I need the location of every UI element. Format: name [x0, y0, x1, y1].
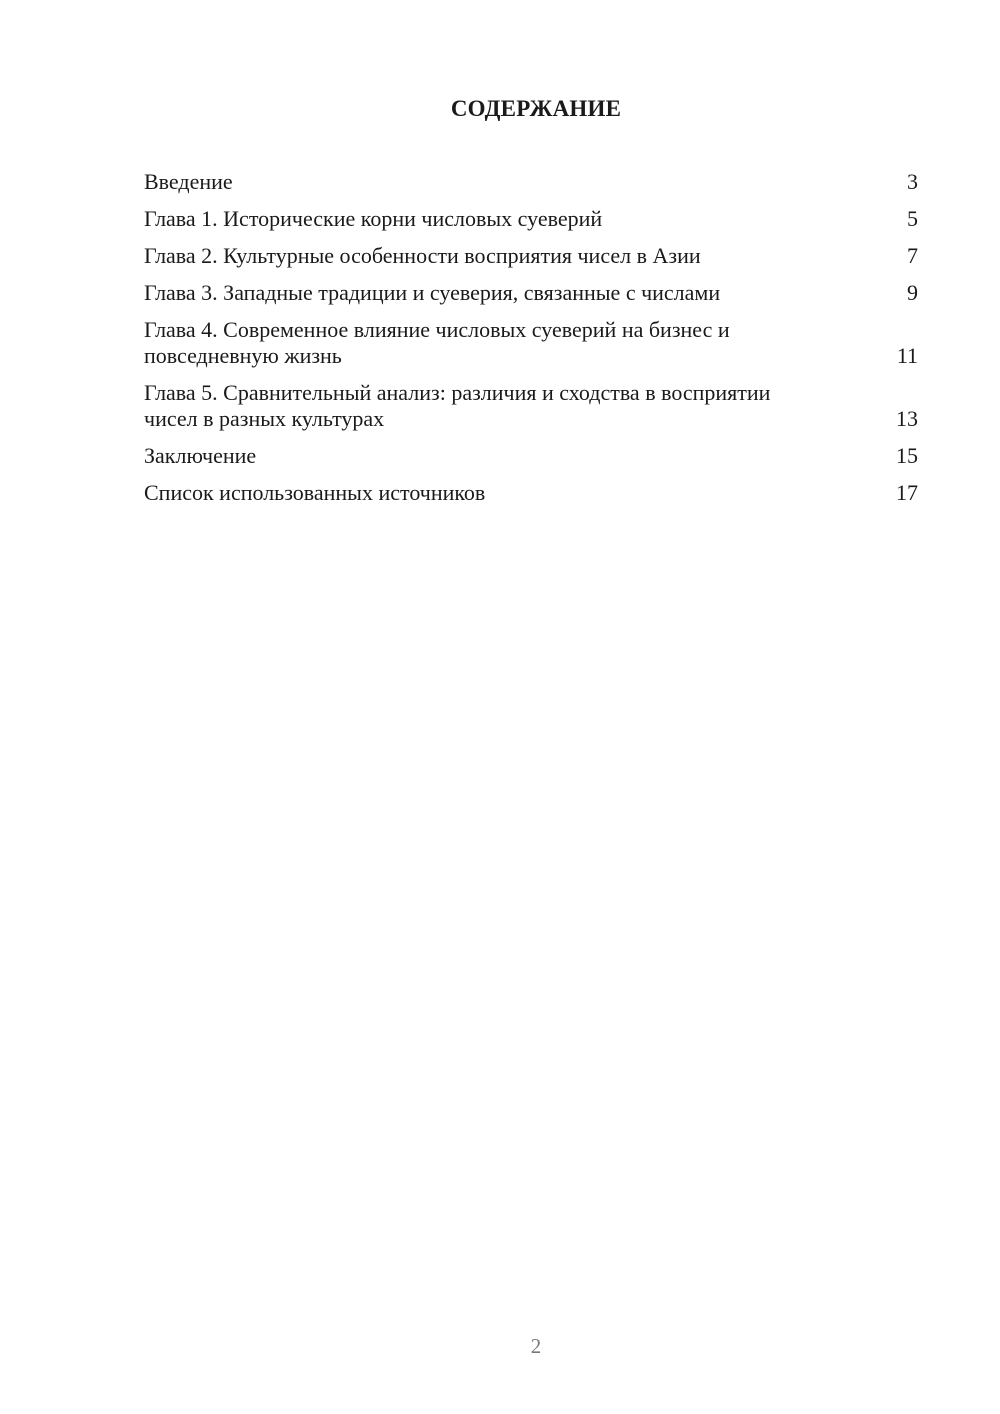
toc-entry: [144, 480, 918, 506]
toc-entry-page: 5: [907, 206, 918, 231]
toc-entry-page: 7: [907, 243, 918, 268]
page-number: 2: [530, 1334, 542, 1358]
toc-entry-title: Глава 2. Культурные особенности восприятия чисел в Азии: [144, 243, 701, 268]
toc-entry: [144, 206, 918, 232]
toc-entry-page: 17: [896, 480, 918, 505]
toc-entry-title: Глава 5. Сравнительный анализ: различия и сходства в восприятии чисел в разных культурах: [144, 380, 771, 431]
toc-entry-page: 3: [907, 169, 918, 194]
toc-entry: [144, 443, 918, 469]
toc-entry-page: 9: [907, 280, 918, 305]
toc-list: [144, 169, 918, 517]
toc-entry-title: Глава 4. Современное влияние числовых суеверий на бизнес и повседневную жизнь: [144, 317, 730, 368]
toc-entry-title: Заключение: [144, 443, 257, 468]
toc-entry: [144, 280, 918, 306]
toc-title: СОДЕРЖАНИЕ: [450, 96, 622, 121]
toc-entry-title: Глава 1. Исторические корни числовых суеверий: [144, 206, 603, 231]
toc-entry: [144, 169, 918, 195]
toc-entry-page: 11: [896, 343, 918, 368]
toc-entry-title: Список использованных источников: [144, 480, 486, 505]
toc-entry: [144, 243, 918, 269]
toc-entry-page: 15: [896, 443, 918, 468]
toc-entry-title: Глава 3. Западные традиции и суеверия, связанные с числами: [144, 280, 721, 305]
toc-entry: [144, 317, 918, 369]
toc-entry-title: Введение: [144, 169, 233, 194]
toc-entry-page: 13: [896, 406, 918, 431]
toc-entry: [144, 380, 918, 432]
